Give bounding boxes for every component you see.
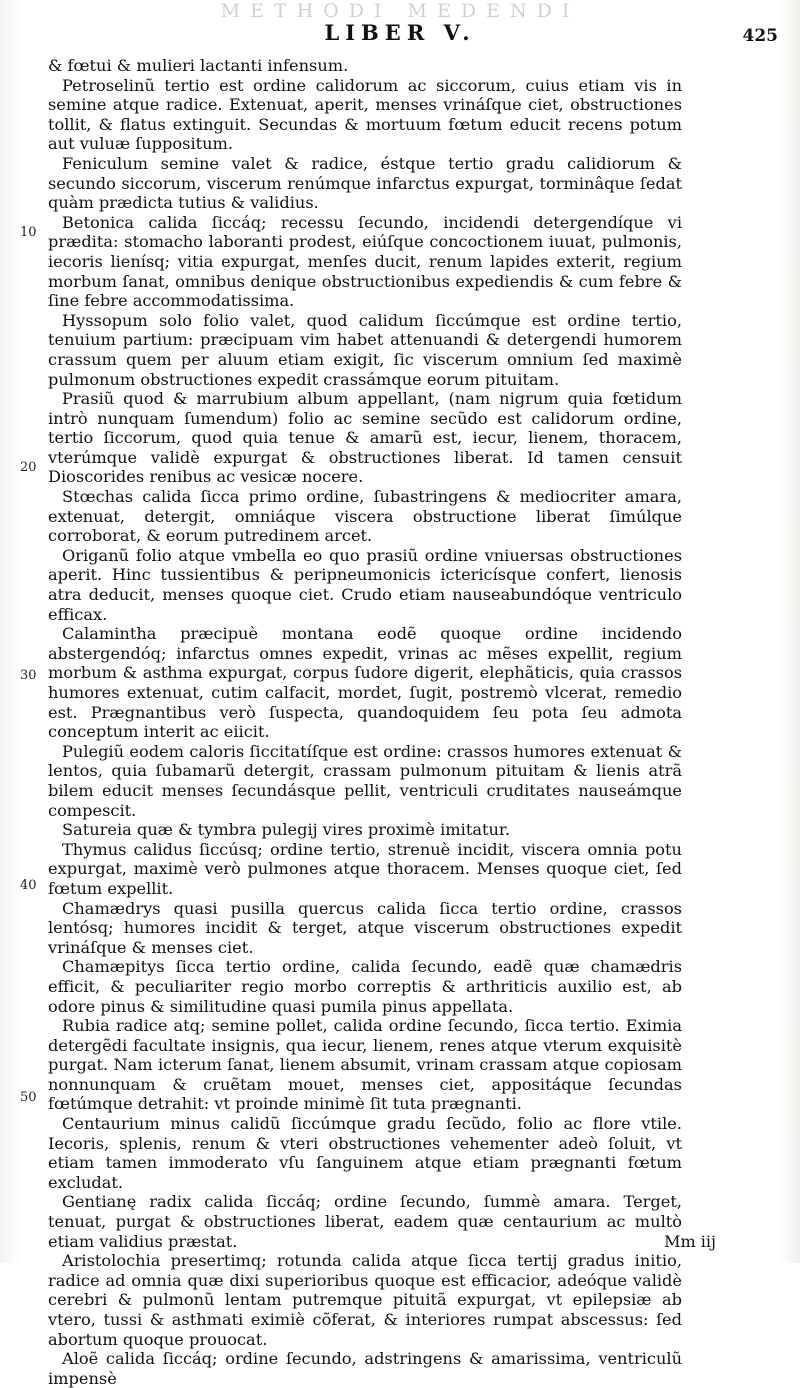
line-number: 30 (20, 668, 37, 683)
paragraph-chamaepitys: Chamæpitys ſicca tertio ordine, calida ſecundo, eadẽ quæ chamædris efficit, & peculiariter regio morbo correptis & arthriticis auxilio est, ab odore pinus & similitudine quasi pumila pinus appellata. (48, 957, 682, 1016)
paragraph-prasium: Prasiũ quod & marrubium album appellant, (nam nigrum quia fœtidum intrò nunquam ſumendum) folio ac semine secũdo est calidorum ordine, tertio ſiccorum, quod quia tenue & amarũ est, iecur, lienem, thoracem, vterúmque validè expurgat & obstructiones liberat. Id tamen censuit Dioscorides renibus ac vesicæ nocere. (48, 389, 682, 487)
paragraph-aristolochia: Aristolochia presertimq; rotunda calida atque ſicca tertij gradus initio, radice ad omnia quæ dixi superioribus quoque est efficacior, adeóque validè cerebri & pulmonũ lentam putremque pituitã expurgat, vt epilepsiæ ab vtero, tussi & asthmati eximiè cõferat, & interiores rumpat abscessus: ſed abortum quoque prouocat. (48, 1251, 682, 1349)
bleed-through-text: METHODI MEDENDI (220, 0, 580, 22)
line-number: 20 (20, 460, 37, 475)
paragraph-aloe: Aloẽ calida ſiccáq; ordine ſecundo, adstringens & amarissima, ventriculũ impensè (48, 1349, 682, 1388)
paragraph-thymus: Thymus calidus ſiccúsq; ordine tertio, strenuè incidit, viscera omnia potu expurgat, maximè verò pulmones atque thoracem. Menses quoque ciet, ſed fœtum expellit. (48, 839, 682, 898)
paragraph-feniculum: Feniculum semine valet & radice, éstque tertio gradu calidiorum & secundo siccorum, viscerum renúmque infarctus expurgat, torminâque ſedat quàm prædicta tutius & validius. (48, 153, 682, 213)
line-number: 10 (20, 225, 37, 240)
paragraph-petroselinum: Petroselinũ tertio est ordine calidorum ac siccorum, cuius etiam vis in semine atque radice. Extenuat, aperit, menses vrináſque ciet, obstructiones tollit, & flatus extinguit. Secundas & mortuum fœtum educit recens potum aut vuluæ ſuppositum. (48, 75, 682, 154)
paragraph-gentiana: Gentianę radix calida ſiccáq; ordine ſecundo, ſummè amara. Terget, tenuat, purgat & obstructiones liberat, eadem quæ centaurium ac multò etiam validius præstat. (48, 1192, 682, 1251)
paragraph-rubia: Rubia radice atq; semine pollet, calida ordine ſecundo, ſicca tertio. Eximia detergẽdi facultate insignis, qua iecur, lienem, renes atque vterum exquisitè purgat. Nam icterum ſanat, lienem absumit, vrinam crassam atque copiosam nonnunquam & cruẽtam mouet, menses ciet, appositáque ſecundas fœtúmque detrahit: vt proinde minimè ſit tuta prægnanti. (48, 1016, 682, 1114)
page-number: 425 (742, 26, 778, 46)
paragraph-origanum: Origanũ folio atque vmbella eo quo prasiũ ordine vniuersas obstructiones aperit. Hinc tussientibus & peripneumonicis ictericísque confert, lienosis atra deducit, menses quoque ciet. Crudo etiam nauseabundóque ventriculo efficax. (48, 545, 682, 624)
paragraph-calamintha: Calamintha præcipuè montana eodẽ quoque ordine incidendo abstergendóq; infarctus omnes expedit, vrinas ac mẽses expellit, regium morbum & asthma expurgat, corpus ſudore digerit, elephãticis, quia crassos humores extenuat, cutim calfacit, mordet, ſugit, postremò vlcerat, remedio est. Prægnantibus verò ſuspecta, quandoquidem ſeu pota ſeu admota conceptum interit ac eiicit. (48, 624, 682, 742)
paragraph-betonica: Betonica calida ſiccáq; recessu ſecundo, incidendi detergendíque vi prædita: stomacho laboranti prodest, eiúſque concoctionem iuuat, pulmonis, iecoris lienísq; vitia expurgat, menſes ducit, renum lapides exterit, regium morbum ſanat, omnibus denique obstructionibus expediendis & cum febre & ſine febre accommodatissima. (48, 212, 682, 311)
line-number: 40 (20, 878, 37, 893)
paragraph-pulegium: Pulegiũ eodem caloris ſiccitatíſque est ordine: crassos humores extenuat & lentos, quia ſubamarũ detergit, crassam pulmonum pituitam & lienis atrã bilem educit menses ſecundásque pellit, ventriculi cruditates nauseámque compescit. (48, 741, 682, 820)
paragraph-hyssopum: Hyssopum solo folio valet, quod calidum ſiccúmque est ordine tertio, tenuium partium: præcipuam vim habet attenuandi & detergendi humorem crassum quem per aluum etiam exigit, ſic viscerum omnium ſed maximè pulmonum obstructiones expedit crassámque eorum pituitam. (48, 310, 682, 389)
signature-mark: Mm iij (664, 1232, 716, 1251)
paragraph-centaurium: Centaurium minus calidũ ſiccúmque gradu ſecũdo, folio ac flore vtile. Iecoris, splenis, renum & vteri obstructiones vehementer adeò ſoluit, vt etiam tamen immoderato vſu ſanguinem atque etiam prægnanti fœtum excludat. (48, 1114, 682, 1192)
paragraph-stoechas: Stœchas calida ſicca primo ordine, ſubastringens & mediocriter amara, extenuat, detergit, omniáque viscera obstructione liberat ſimúlque corroborat, & eorum putredinem arcet. (48, 487, 682, 546)
page-header (0, 14, 800, 54)
page-footer (0, 1228, 800, 1258)
body-text (48, 56, 682, 1388)
running-head: LIBER V. (324, 20, 476, 45)
paragraph-continuation: & fœtui & mulieri lactanti infensum. (48, 56, 349, 75)
paragraph-satureia: Satureia quæ & tymbra pulegij vires proximè imitatur. (62, 820, 511, 840)
paragraph-chamaedrys: Chamædrys quasi pusilla quercus calida ſicca tertio ordine, crassos lentósq; humores incidit & terget, atque viscerum obstructiones expedit vrináſque & menses ciet. (48, 898, 682, 957)
line-number: 50 (20, 1090, 37, 1105)
